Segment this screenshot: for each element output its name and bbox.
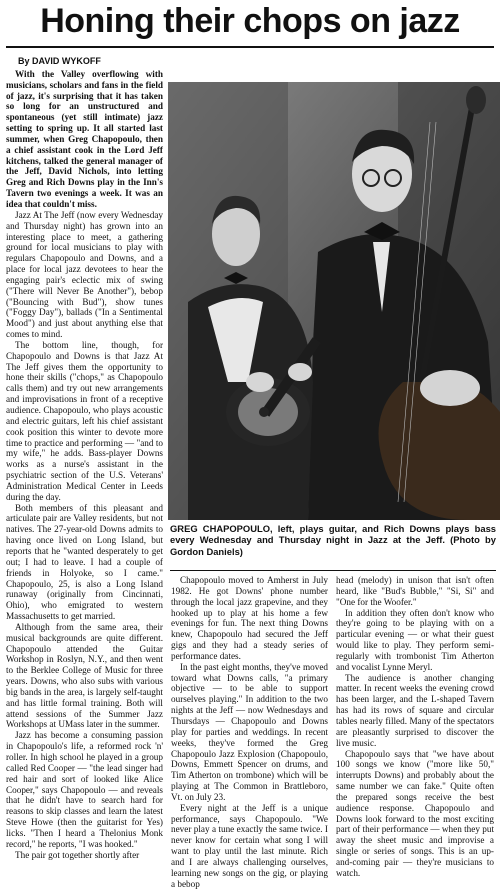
paragraph: Jazz At The Jeff (now every Wednesday and Thursday night) has grown into an interesting place to meet, a gathering ground for local musicians to play with regulars Chapopoulo and Downs, and a place for local jazz devotees to hear the engaging pair's eclectic mix of swing ("There will Never Be Another"), bebop ("Bouncing with Bud"), show tunes ("Foggy Day"), ballads ("In a Sentimental Mood") and just about anything else that comes to mind.: [6, 210, 163, 340]
caption-rule: [170, 570, 496, 571]
paragraph: Every night at the Jeff is a unique performance, says Chapopoulo. "We never play a tune exactly the same twice. I never know for certain what song I will want to play until the last minute. Rich and I are always challenging ourselves, learning new songs on the gig, or playing a bebop: [171, 803, 328, 889]
photo-caption: GREG CHAPOPOULO, left, plays guitar, and Rich Downs plays bass every Wednesday and Thursday night in Jazz at the Jeff. (Photo by Gordon Daniels): [170, 523, 496, 557]
paragraph: head (melody) in unison that isn't often heard, like "Bud's Bubble," "Si, Si" and "One for the Woofer.": [336, 575, 494, 608]
paragraph: Jazz has become a consuming passion in Chapopoulo's life, a reformed rock 'n' roller. In high school he played in a group called Red Cooper — "the lead singer had red hair and sort of looked like Alice Cooper," says Chapopoulo — and reveals that he didn't have to search hard for reasons to skip classes and learn the latest Steve Howe (then the guitarist for Yes) licks. "Then I heard a Thelonius Monk record," he reports, "I was hooked.": [6, 730, 163, 849]
musicians-photo: [168, 82, 500, 520]
paragraph: Chapopoulo says that "we have about 100 songs we know ("more like 50," interrupts Downs) and probably about the same number we can fake." Quite often the prepared songs receive the best audience response. Chapopoulo and Downs look forward to the most exciting part of their performance — when they put away the sheet music and improvise a single or series of songs. This is an up-and-coming pair — they're musicians to watch.: [336, 749, 494, 879]
paragraph: Although from the same area, their musical backgrounds are quite different. Chapopoulo attended the Guitar Workshop in Roslyn, N.Y., and then went to the Berklee College of Music for three years. Downs, who also subs with various big bands in the area, is largely self-taught and has little formal training. Both will attend sessions of the Summer Jazz Workshops at UMass later in the summer.: [6, 622, 163, 730]
byline: By DAVID WYKOFF: [6, 56, 163, 67]
paragraph: In the past eight months, they've moved toward what Downs calls, "a primary objective — to be able to support ourselves playing." In addition to the two nights at the Jeff — now Wednesdays and Thursdays — Chapopoulo and Downs play for parties and weddings. In recent weeks, they've formed the Greg Chapopoulo Jazz Explosion (Chapopoulo, Downs, Emmett Spencer on drums, and Tim Atherton on trombone) which will be playing at The Common in Brattleboro, Vt. on July 23.: [171, 662, 328, 803]
paragraph: With the Valley overflowing with musicians, scholars and fans in the field of jazz, it's surprising that it has taken so long for an unstructured and spontaneous (yet still intimate) jazz setting to spring up. It all started last summer, when Greg Chapopoulo, then a chief assistant cook in the Lord Jeff kitchens, talked the general manager of the Jeff, David Nichols, into letting Greg and Rich Downs play in the Inn's Tavern two evenings a week. It was an idea that couldn't miss.: [6, 69, 163, 210]
headline: Honing their chops on jazz: [0, 0, 500, 44]
top-rule: [6, 46, 494, 48]
paragraph: The bottom line, though, for Chapopoulo and Downs is that Jazz At The Jeff gives them the opportunity to hone their skills ("chops," as Chapopoulo calls them) and try out new arrangements and improvisations in front of a receptive audience. Chapopoulo, who plays acoustic and electric guitars, left his chief assistant cook position this winter to devote more time to practice and performing — "and to my wife," he adds. Bass-player Downs works as a nurse's assistant in the psychiatric section of the U.S. Veterans' Administration Medical Center in Leeds during the day.: [6, 340, 163, 503]
paragraph: In addition they often don't know who they're going to be playing with on a particular evening — or what their guest would like to play. They perform semi-regularly with trombonist Tim Atherton and vocalist Lynne Meryl.: [336, 608, 494, 673]
paragraph: The pair got together shortly after: [6, 850, 163, 861]
left-column: [6, 56, 163, 866]
paragraph: The audience is another changing matter. In recent weeks the evening crowd has been larger, and the L-shaped Tavern has had its rows of square and circular tables nearly filled. Many of the spectators are pleasantly surprised to discover the live music.: [336, 673, 494, 749]
right-column: [336, 575, 494, 867]
photo-illustration: [168, 82, 500, 520]
middle-column: [171, 575, 328, 867]
paragraph: Chapopoulo moved to Amherst in July 1982. He got Downs' phone number through the local jazz grapevine, and they hooked up to play at his home a few evenings for fun. The next thing Downs knew, Chapopoulo had secured the Jeff gigs and they had a steady series of performance dates.: [171, 575, 328, 662]
paragraph: Both members of this pleasant and articulate pair are Valley residents, but not natives. The 27-year-old Downs admits to having once lived on Long Island, but reports that he "wanted desperately to get out; I had to leave. I had a couple of friends in Holyoke, so I came." Chapopoulo, 25, is also a Long Island runaway (originally from Cincinnati, Ohio), who emigrated to western Massachusetts to get married.: [6, 503, 163, 622]
